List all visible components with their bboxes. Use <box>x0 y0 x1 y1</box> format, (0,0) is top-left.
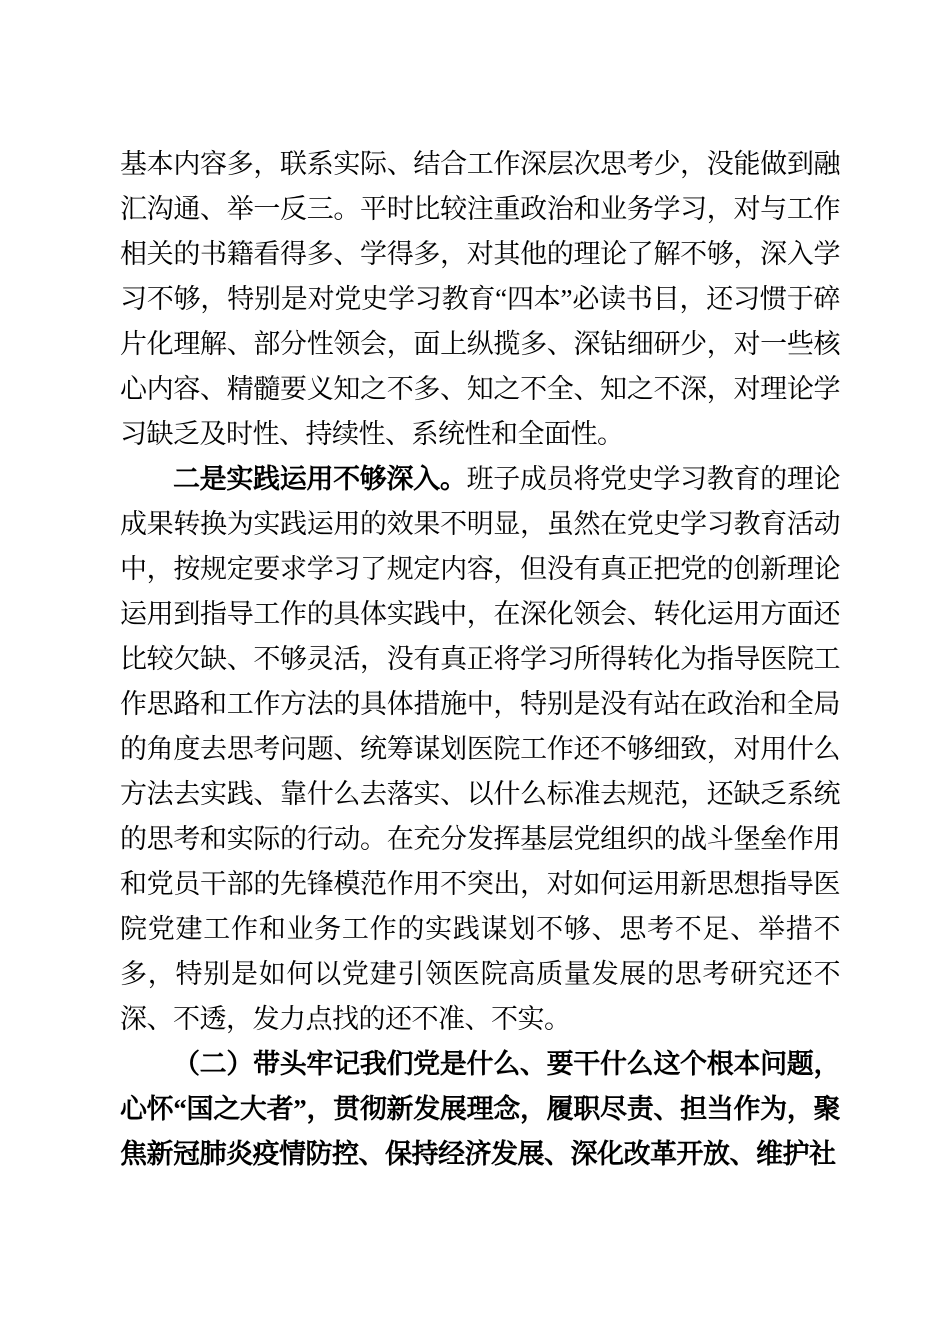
paragraph-continuation-text: 基本内容多，联系实际、结合工作深层次思考少，没能做到融汇沟通、举一反三。平时比较注重政治和业务学习，对与工作相关的书籍看得多、学得多，对其他的理论了解不够，深入学习不够，特别是对党史学习教育“四本”必读书目，还习惯于碎片化理解、部分性领会，面上纵揽多、深钻细研少，对一些核心内容、精髓要义知之不多、知之不全、知之不深，对理论学习缺乏及时性、持续性、系统性和全面性。 <box>120 149 840 449</box>
paragraph-second-point-text: 班子成员将党史学习教育的理论成果转换为实践运用的效果不明显，虽然在党史学习教育活动中，按规定要求学习了规定内容，但没有真正把党的创新理论运用到指导工作的具体实践中，在深化领会、转化运用方面还比较欠缺、不够灵活，没有真正将学习所得转化为指导医院工作思路和工作方法的具体措施中，特别是没有站在政治和全局的角度去思考问题、统筹谋划医院工作还不够细致，对用什么方法去实践、靠什么去落实、以什么标准去规范，还缺乏系统的思考和实际的行动。在充分发挥基层党组织的战斗堡垒作用和党员干部的先锋模范作用不突出，对如何运用新思想指导医院党建工作和业务工作的实践谋划不够、思考不足、举措不多，特别是如何以党建引领医院高质量发展的思考研究还不深、不透，发力点找的还不准、不实。 <box>120 464 840 1034</box>
paragraph-section-two-heading <box>120 1042 840 1177</box>
paragraph-continuation <box>120 142 840 457</box>
paragraph-second-point <box>120 457 840 1042</box>
document-text-block <box>120 142 840 1177</box>
paragraph-second-point-bold-lead: 二是实践运用不够深入。 <box>173 464 467 494</box>
paragraph-section-two-heading-text: （二）带头牢记我们党是什么、要干什么这个根本问题，心怀“国之大者”，贯彻新发展理念，履职尽责、担当作为，聚焦新冠肺炎疫情防控、保持经济发展、深化改革开放、维护社 <box>120 1049 840 1169</box>
